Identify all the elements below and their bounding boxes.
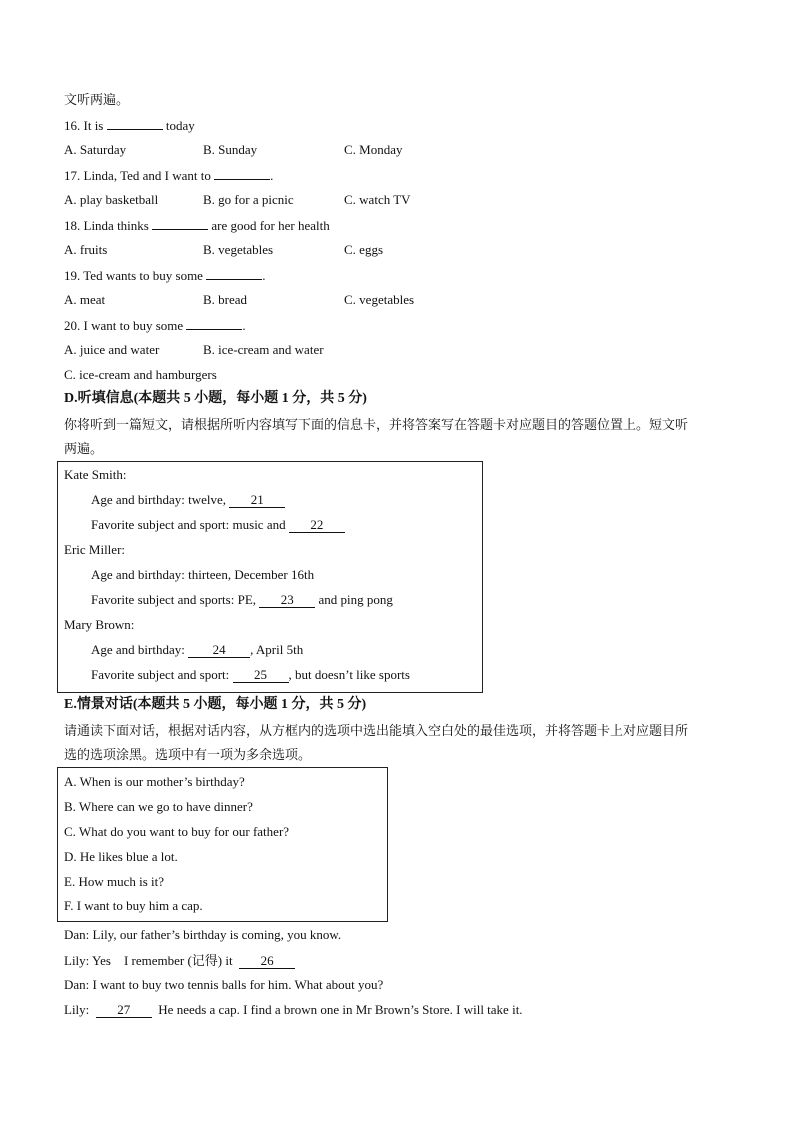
question-16-after: today [162, 118, 195, 133]
question-16-option-c: C. Monday [344, 142, 403, 157]
kate-subject-line [91, 517, 345, 533]
question-17 [64, 167, 273, 184]
question-18-option-c: C. eggs [344, 242, 383, 257]
question-19 [64, 267, 265, 284]
question-20-option-c: C. ice-cream and hamburgers [64, 367, 217, 382]
kate-age-text: Age and birthday: twelve, [91, 492, 230, 507]
eric-subject-line [91, 592, 393, 608]
section-e-heading: E.情景对话(本题共 5 小题，每小题 1 分，共 5 分) [64, 697, 367, 712]
person-name-kate: Kate Smith: [64, 467, 127, 482]
dialogue-line-4-text: He needs a cap. I find a brown one in Mr Brown’s Store. I will take it. [151, 1002, 523, 1017]
question-20-stem: 20. I want to buy some [64, 318, 184, 333]
choice-f: F. I want to buy him a cap. [64, 898, 203, 913]
question-17-after: . [270, 168, 274, 183]
mary-subject-text: Favorite subject and sport: [91, 667, 233, 682]
question-19-blank [206, 267, 262, 280]
dialogue-line-4-speaker: Lily: [64, 1002, 96, 1017]
question-16-blank [107, 117, 163, 130]
question-16 [64, 117, 195, 134]
blank-22: 22 [289, 518, 345, 533]
question-18-option-b: B. vegetables [203, 242, 274, 257]
question-17-stem: 17. Linda, Ted and I want to [64, 168, 211, 183]
question-16-option-b: B. Sunday [203, 142, 258, 157]
question-17-option-b: B. go for a picnic [203, 192, 294, 207]
question-20 [64, 317, 246, 334]
question-17-blank [214, 167, 270, 180]
question-17-option-c: C. watch TV [344, 192, 411, 207]
question-20-after: . [242, 318, 246, 333]
mary-age-line [91, 642, 303, 658]
dialogue-line-3: Dan: I want to buy two tennis balls for him. What about you? [64, 977, 384, 992]
section-d-instruction-2: 两遍。 [64, 441, 104, 456]
dialogue-line-4 [64, 1002, 523, 1018]
question-16-stem: 16. It is [64, 118, 104, 133]
section-e-instruction-2: 选的选项涂黑。选项中有一项为多余选项。 [64, 747, 312, 762]
mary-age-after: , April 5th [250, 642, 304, 657]
question-20-blank [186, 317, 242, 330]
blank-23: 23 [259, 593, 315, 608]
question-18-option-a: A. fruits [64, 242, 108, 257]
section-e-instruction-1: 请通读下面对话，根据对话内容，从方框内的选项中选出能填入空白处的最佳选项，并将答题卡上对应题目所 [64, 723, 689, 738]
choice-b: B. Where can we go to have dinner? [64, 799, 253, 814]
section-d-instruction-1: 你将听到一篇短文，请根据所听内容填写下面的信息卡，并将答案写在答题卡对应题目的答题位置上。短文听 [64, 417, 689, 432]
question-19-after: . [262, 268, 266, 283]
choice-e: E. How much is it? [64, 874, 165, 889]
kate-subject-text: Favorite subject and sport: music and [91, 517, 289, 532]
eric-subject-after: and ping pong [315, 592, 393, 607]
question-20-option-b: B. ice-cream and water [203, 342, 324, 357]
choice-d: D. He likes blue a lot. [64, 849, 178, 864]
choice-a: A. When is our mother’s birthday? [64, 774, 245, 789]
question-19-stem: 19. Ted wants to buy some [64, 268, 203, 283]
mary-subject-line [91, 667, 410, 683]
dialogue-line-2-text: Lily: Yes I remember (记得) it [64, 953, 240, 968]
person-name-eric: Eric Miller: [64, 542, 126, 557]
blank-27: 27 [96, 1003, 152, 1018]
section-d-heading: D.听填信息(本题共 5 小题，每小题 1 分，共 5 分) [64, 391, 367, 406]
person-name-mary: Mary Brown: [64, 617, 135, 632]
question-18-after: are good for her health [208, 218, 330, 233]
kate-age-line [91, 492, 285, 508]
dialogue-line-1: Dan: Lily, our father’s birthday is coming, you know. [64, 927, 342, 942]
mary-subject-after: , but doesn’t like sports [288, 667, 410, 682]
question-16-option-a: A. Saturday [64, 142, 127, 157]
choice-c: C. What do you want to buy for our father? [64, 824, 290, 839]
eric-subject-text: Favorite subject and sports: PE, [91, 592, 260, 607]
mary-age-text: Age and birthday: [91, 642, 189, 657]
question-19-option-a: A. meat [64, 292, 106, 307]
blank-21: 21 [229, 493, 285, 508]
blank-25: 25 [233, 668, 289, 683]
question-18 [64, 217, 330, 234]
eric-age-line: Age and birthday: thirteen, December 16th [91, 567, 315, 582]
question-18-blank [152, 217, 208, 230]
blank-26: 26 [239, 954, 295, 969]
blank-24: 24 [188, 643, 250, 658]
question-18-stem: 18. Linda thinks [64, 218, 149, 233]
dialogue-line-2 [64, 953, 295, 969]
question-19-option-c: C. vegetables [344, 292, 415, 307]
question-20-option-a: A. juice and water [64, 342, 160, 357]
intro-tail: 文听两遍。 [64, 92, 130, 107]
question-17-option-a: A. play basketball [64, 192, 159, 207]
question-19-option-b: B. bread [203, 292, 248, 307]
